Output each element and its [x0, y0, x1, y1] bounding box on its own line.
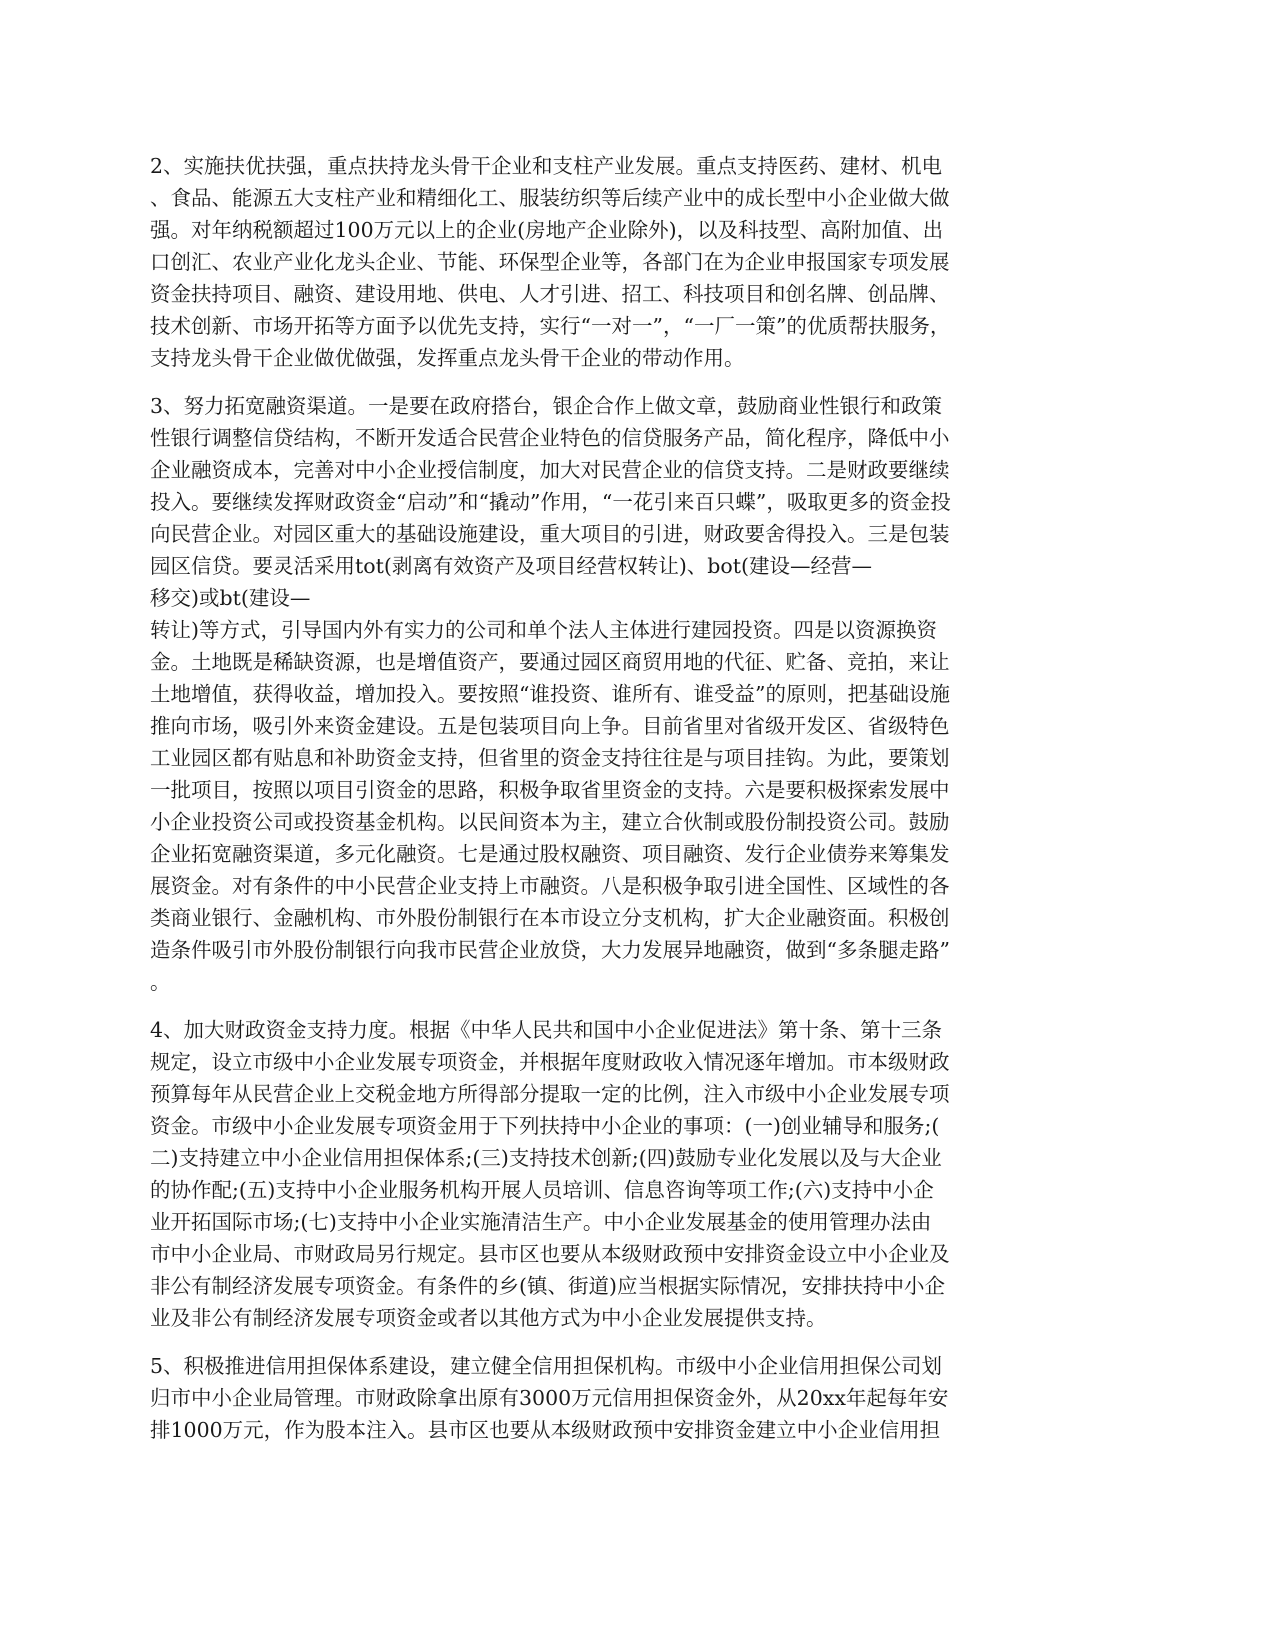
paragraph-4-fiscal-support [150, 1014, 1125, 1334]
text-line: 类商业银行、金融机构、市外股份制银行在本市设立分支机构，扩大企业融资面。积极创 [150, 906, 950, 930]
text-line: 金。土地既是稀缺资源，也是增值资产，要通过园区商贸用地的代征、贮备、竞拍，来让 [150, 650, 950, 674]
text-line: 小企业投资公司或投资基金机构。以民间资本为主，建立合伙制或股份制投资公司。鼓励 [150, 810, 950, 834]
text-line: 资金扶持项目、融资、建设用地、供电、人才引进、招工、科技项目和创名牌、创品牌、 [150, 282, 950, 306]
text-line: 2、实施扶优扶强，重点扶持龙头骨干企业和支柱产业发展。重点支持医药、建材、机电 [150, 154, 943, 178]
text-line: 资金。市级中小企业发展专项资金用于下列扶持中小企业的事项：(一)创业辅导和服务;( [150, 1114, 940, 1138]
text-line: 业及非公有制经济发展专项资金或者以其他方式为中小企业发展提供支持。 [150, 1306, 827, 1330]
text-line: 展资金。对有条件的中小民营企业支持上市融资。八是积极争取引进全国性、区域性的各 [150, 874, 950, 898]
text-line: 技术创新、市场开拓等方面予以优先支持，实行“一对一”，“一厂一策”的优质帮扶服务， [150, 314, 951, 338]
text-line: 园区信贷。要灵活采用tot(剥离有效资产及项目经营权转让)、bot(建设—经营— [150, 554, 873, 578]
text-line: 转让)等方式，引导国内外有实力的公司和单个法人主体进行建园投资。四是以资源换资 [150, 618, 937, 642]
text-line: 、食品、能源五大支柱产业和精细化工、服装纺织等后续产业中的成长型中小企业做大做 [150, 186, 950, 210]
text-line: 。 [150, 970, 171, 994]
text-line: 企业融资成本，完善对中小企业授信制度，加大对民营企业的信贷支持。二是财政要继续 [150, 458, 950, 482]
text-line: 排1000万元，作为股本注入。县市区也要从本级财政预中安排资金建立中小企业信用担 [150, 1418, 941, 1442]
text-line: 推向市场，吸引外来资金建设。五是包装项目向上争。目前省里对省级开发区、省级特色 [150, 714, 950, 738]
text-line: 非公有制经济发展专项资金。有条件的乡(镇、街道)应当根据实际情况，安排扶持中小企 [150, 1274, 945, 1298]
text-line: 一批项目，按照以项目引资金的思路，积极争取省里资金的支持。六是要积极探索发展中 [150, 778, 950, 802]
text-line: 5、积极推进信用担保体系建设，建立健全信用担保机构。市级中小企业信用担保公司划 [150, 1354, 943, 1378]
paragraph-3-financing-channels [150, 390, 1125, 998]
text-line: 业开拓国际市场;(七)支持中小企业实施清洁生产。中小企业发展基金的使用管理办法由 [150, 1210, 932, 1234]
text-line: 企业拓宽融资渠道，多元化融资。七是通过股权融资、项目融资、发行企业债券来筹集发 [150, 842, 950, 866]
text-line: 市中小企业局、市财政局另行规定。县市区也要从本级财政预中安排资金设立中小企业及 [150, 1242, 950, 1266]
text-line: 4、加大财政资金支持力度。根据《中华人民共和国中小企业促进法》第十条、第十三条 [150, 1018, 943, 1042]
text-line: 支持龙头骨干企业做优做强，发挥重点龙头骨干企业的带动作用。 [150, 346, 745, 370]
text-line: 向民营企业。对园区重大的基础设施建设，重大项目的引进，财政要舍得投入。三是包装 [150, 522, 950, 546]
text-line: 的协作配;(五)支持中小企业服务机构开展人员培训、信息咨询等项工作;(六)支持中小企 [150, 1178, 934, 1202]
text-line: 规定，设立市级中小企业发展专项资金，并根据年度财政收入情况逐年增加。市本级财政 [150, 1050, 950, 1074]
text-line: 3、努力拓宽融资渠道。一是要在政府搭台，银企合作上做文章，鼓励商业性银行和政策 [150, 394, 943, 418]
text-line: 归市中小企业局管理。市财政除拿出原有3000万元信用担保资金外，从20xx年起每年安 [150, 1386, 949, 1410]
text-line: 二)支持建立中小企业信用担保体系;(三)支持技术创新;(四)鼓励专业化发展以及与大企业 [150, 1146, 942, 1170]
text-line: 工业园区都有贴息和补助资金支持，但省里的资金支持往往是与项目挂钩。为此，要策划 [150, 746, 950, 770]
text-line: 投入。要继续发挥财政资金“启动”和“撬动”作用，“一花引来百只蝶”，吸取更多的资金投 [150, 490, 951, 514]
text-line: 口创汇、农业产业化龙头企业、节能、环保型企业等，各部门在为企业申报国家专项发展 [150, 250, 950, 274]
text-line: 预算每年从民营企业上交税金地方所得部分提取一定的比例，注入市级中小企业发展专项 [150, 1082, 950, 1106]
text-line: 土地增值，获得收益，增加投入。要按照“谁投资、谁所有、谁受益”的原则，把基础设施 [150, 682, 950, 706]
text-line: 移交)或bt(建设— [150, 586, 311, 610]
paragraph-5-credit-guarantee [150, 1350, 1125, 1446]
text-line: 性银行调整信贷结构，不断开发适合民营企业特色的信贷服务产品，简化程序，降低中小 [150, 426, 950, 450]
text-line: 造条件吸引市外股份制银行向我市民营企业放贷，大力发展异地融资，做到“多条腿走路” [150, 938, 950, 962]
text-line: 强。对年纳税额超过100万元以上的企业(房地产企业除外)，以及科技型、高附加值、出 [150, 218, 944, 242]
paragraph-2-support-leading-enterprises [150, 150, 1125, 374]
document-page [150, 150, 1125, 1462]
